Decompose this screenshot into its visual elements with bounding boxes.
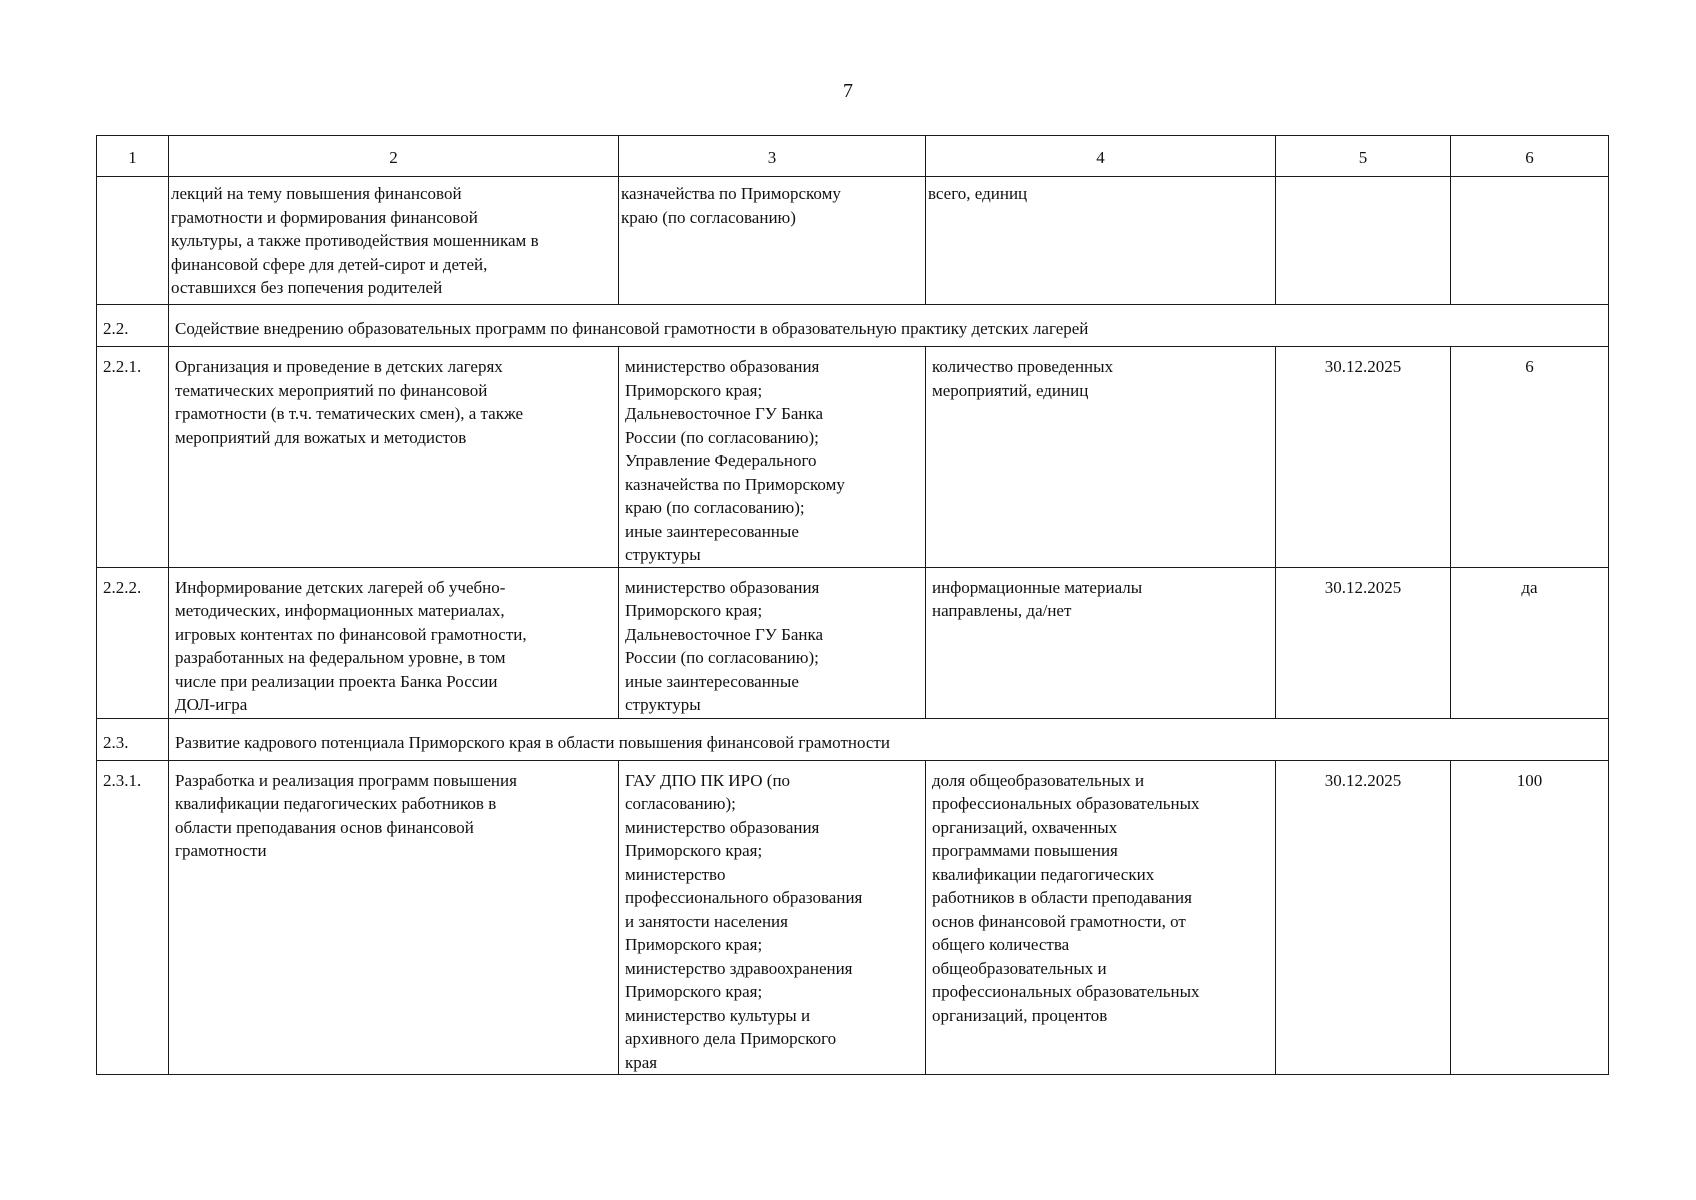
item-executors-line: архивного дела Приморского xyxy=(625,1029,837,1048)
item-executors-line: министерство образования xyxy=(625,357,820,376)
table-row xyxy=(97,177,1609,305)
item-executors-line: министерство образования xyxy=(625,577,820,597)
item-executors-line: России (по согласованию); xyxy=(625,427,819,447)
column-header-2: 2 xyxy=(169,136,619,177)
column-header-1: 1 xyxy=(97,136,169,177)
item-description-line: ДОЛ-игра xyxy=(175,695,248,714)
item-executors-line: краю (по согласованию); xyxy=(625,498,805,517)
item-description-line: грамотности и формирования финансовой xyxy=(171,207,478,227)
item-description xyxy=(169,760,619,1075)
item-executors-line: Управление Федерального xyxy=(625,451,817,470)
item-deadline: 30.12.2025 xyxy=(1276,760,1451,1075)
item-number xyxy=(97,177,169,305)
item-executors-line: иные заинтересованные xyxy=(625,521,799,541)
item-indicator xyxy=(926,567,1276,718)
item-executors-line: министерство культуры и xyxy=(625,1005,811,1025)
item-indicator-line: программами повышения xyxy=(932,841,1118,860)
item-description-line: методических, информационных материалах, xyxy=(175,601,505,620)
item-indicator-line: общего количества xyxy=(932,935,1070,954)
item-indicator-line: организаций, процентов xyxy=(932,1005,1108,1025)
item-description-line: оставшихся без попечения родителей xyxy=(171,278,443,297)
item-description-line: грамотности (в т.ч. тематических смен), а также xyxy=(175,404,524,423)
item-indicator-line: квалификации педагогических xyxy=(932,864,1155,884)
item-description xyxy=(169,177,619,305)
item-description-line: финансовой сфере для детей-сирот и детей, xyxy=(171,254,488,274)
item-description-line: Информирование детских лагерей об учебно- xyxy=(175,577,506,597)
item-number: 2.3.1. xyxy=(97,760,169,1075)
item-description-line: квалификации педагогических работников в xyxy=(175,794,497,813)
item-executors xyxy=(619,567,926,718)
item-executors-line: и занятости населения xyxy=(625,911,788,931)
item-indicator-line: основ финансовой грамотности, от xyxy=(932,911,1186,931)
item-executors-line: казначейства по Приморскому xyxy=(621,184,841,203)
item-executors xyxy=(619,347,926,568)
item-indicator-line: информационные материалы xyxy=(932,577,1143,597)
item-executors-line: министерство здравоохранения xyxy=(625,958,853,978)
item-deadline: 30.12.2025 xyxy=(1276,567,1451,718)
item-description-line: мероприятий для вожатых и методистов xyxy=(175,427,467,447)
item-executors-line: казначейства по Приморскому xyxy=(625,474,845,494)
item-executors-line: краю (по согласованию) xyxy=(621,207,796,227)
item-indicator-line: профессиональных образовательных xyxy=(932,794,1200,813)
column-header-5: 5 xyxy=(1276,136,1451,177)
item-indicator-line: всего, единиц xyxy=(928,184,1028,203)
item-indicator-line: направлены, да/нет xyxy=(932,601,1072,620)
item-description-line: тематических мероприятий по финансовой xyxy=(175,380,488,400)
item-executors-line: структуры xyxy=(625,545,701,564)
item-value: 6 xyxy=(1451,347,1609,568)
item-description xyxy=(169,567,619,718)
item-indicator-line: мероприятий, единиц xyxy=(932,380,1089,400)
item-value: да xyxy=(1451,567,1609,718)
item-executors-line: согласованию); xyxy=(625,794,736,813)
item-indicator-line: работников в области преподавания xyxy=(932,888,1192,907)
table-header-row xyxy=(97,136,1609,177)
item-executors-line: Приморского края; xyxy=(625,982,763,1001)
item-number: 2.2.2. xyxy=(97,567,169,718)
item-executors-line: Приморского края; xyxy=(625,380,763,400)
item-executors-line: Дальневосточное ГУ Банка xyxy=(625,624,824,644)
section-row xyxy=(97,305,1609,347)
item-executors-line: России (по согласованию); xyxy=(625,648,819,667)
item-executors-line: Приморского края; xyxy=(625,935,763,954)
item-executors-line: иные заинтересованные xyxy=(625,671,799,691)
item-description-line: разработанных на федеральном уровне, в том xyxy=(175,648,506,667)
item-description-line: культуры, а также противодействия мошенникам в xyxy=(171,231,539,250)
table-row xyxy=(97,760,1609,1075)
item-description-line: Разработка и реализация программ повышения xyxy=(175,770,517,790)
item-description-line: области преподавания основ финансовой xyxy=(175,817,474,837)
item-indicator-line: доля общеобразовательных и xyxy=(932,770,1145,790)
item-number: 2.2.1. xyxy=(97,347,169,568)
item-executors-line: Дальневосточное ГУ Банка xyxy=(625,404,824,423)
section-title: Содействие внедрению образовательных программ по финансовой грамотности в образовательную практику детских лагерей xyxy=(169,305,1609,347)
item-indicator-line: организаций, охваченных xyxy=(932,817,1118,837)
item-executors-line: Приморского края; xyxy=(625,601,763,620)
item-indicator-line: общеобразовательных и xyxy=(932,958,1107,978)
item-indicator-line: профессиональных образовательных xyxy=(932,982,1200,1001)
item-indicator xyxy=(926,177,1276,305)
item-executors-line: Приморского края; xyxy=(625,841,763,860)
item-description xyxy=(169,347,619,568)
item-description-line: лекций на тему повышения финансовой xyxy=(171,184,462,203)
item-value: 100 xyxy=(1451,760,1609,1075)
table-row xyxy=(97,567,1609,718)
item-executors-line: министерство xyxy=(625,864,726,884)
item-description-line: Организация и проведение в детских лагерях xyxy=(175,357,503,376)
page-number: 7 xyxy=(843,80,853,102)
section-number: 2.3. xyxy=(97,718,169,760)
section-row xyxy=(97,718,1609,760)
item-executors-line: профессионального образования xyxy=(625,888,863,907)
item-deadline: 30.12.2025 xyxy=(1276,347,1451,568)
item-executors-line: края xyxy=(625,1052,658,1072)
item-indicator xyxy=(926,760,1276,1075)
measures-table xyxy=(96,135,1609,1075)
item-executors xyxy=(619,760,926,1075)
item-executors xyxy=(619,177,926,305)
item-description-line: грамотности xyxy=(175,841,267,860)
item-description-line: игровых контентах по финансовой грамотности, xyxy=(175,624,527,644)
section-number: 2.2. xyxy=(97,305,169,347)
item-executors-line: ГАУ ДПО ПК ИРО (по xyxy=(625,770,791,790)
item-value xyxy=(1451,177,1609,305)
table-row xyxy=(97,347,1609,568)
item-indicator xyxy=(926,347,1276,568)
item-deadline xyxy=(1276,177,1451,305)
section-title: Развитие кадрового потенциала Приморского края в области повышения финансовой грамотности xyxy=(169,718,1609,760)
item-executors-line: министерство образования xyxy=(625,817,820,837)
item-indicator-line: количество проведенных xyxy=(932,357,1114,376)
column-header-3: 3 xyxy=(619,136,926,177)
item-executors-line: структуры xyxy=(625,695,701,714)
item-description-line: числе при реализации проекта Банка России xyxy=(175,671,498,691)
column-header-6: 6 xyxy=(1451,136,1609,177)
column-header-4: 4 xyxy=(926,136,1276,177)
